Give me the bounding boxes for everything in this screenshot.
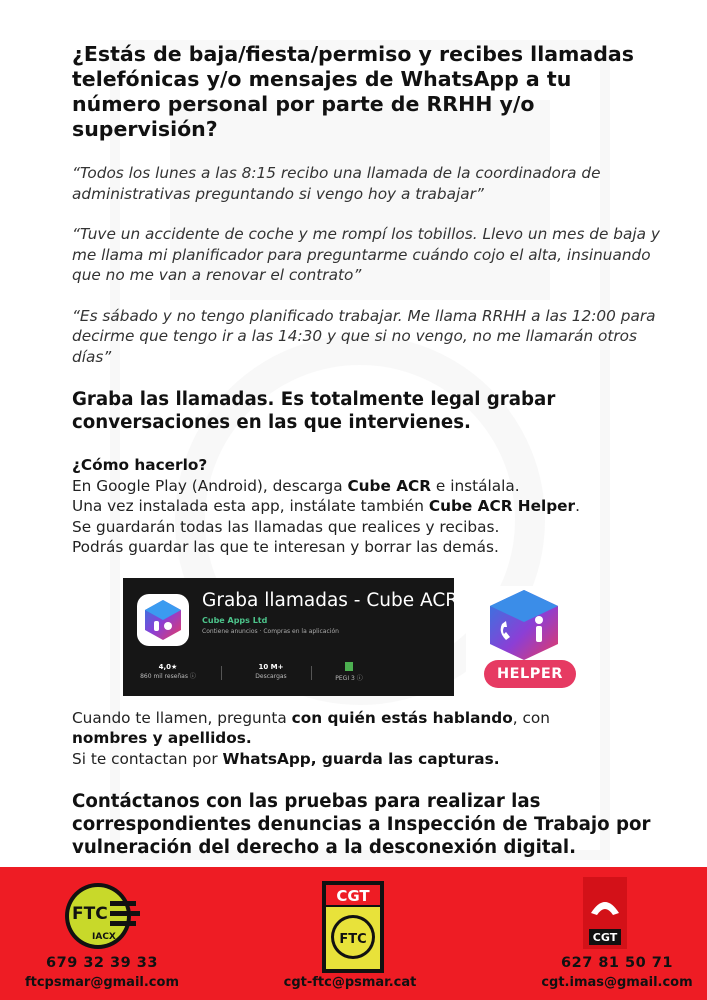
footer-contacts <box>0 867 707 1000</box>
cgt-logo <box>583 877 627 949</box>
app-name: Graba llamadas - Cube ACR <box>202 589 459 611</box>
howto-line-4: Podrás guardar las que te interesan y borrar las demás. <box>72 538 499 556</box>
pegi-stat: PEGI 3 ⓘ <box>319 662 379 684</box>
cube-acr-app-icon <box>137 594 189 646</box>
ftc-contact <box>2 867 202 1000</box>
main-content <box>72 42 662 859</box>
cube-acr-helper-name: Cube ACR Helper <box>428 497 576 515</box>
closing-message: Contáctanos con las pruebas para realizar las correspondientes denuncias a Inspección de Trabajo por vulneración del derecho a la desconexión digital. <box>72 791 651 858</box>
app-stats <box>123 662 454 686</box>
rating-stat: 4,0★ 860 mil reseñas ⓘ <box>140 662 196 680</box>
howto-line-1: En Google Play (Android), descarga Cube ACR e instálala. <box>72 476 520 495</box>
cube-acr-name: Cube ACR <box>347 476 432 495</box>
play-store-card <box>123 578 459 696</box>
cgt-imas-contact <box>532 867 702 1000</box>
stat-divider <box>221 666 222 680</box>
cgt-imas-phone: 627 81 50 71 <box>561 955 673 971</box>
svg-text:IACX: IACX <box>92 932 116 942</box>
cgt-imas-email[interactable]: cgt.imas@gmail.com <box>541 975 693 990</box>
svg-text:CGT: CGT <box>336 887 370 905</box>
ftc-email[interactable]: ftcpsmar@gmail.com <box>24 975 179 990</box>
app-meta: Contiene anuncios · Compras en la aplicación <box>202 627 339 635</box>
app-developer: Cube Apps Ltd <box>202 615 268 625</box>
howto-section <box>72 455 662 558</box>
page-title: ¿Estás de baja/fiesta/permiso y recibes llamadas telefónicas y/o mensajes de WhatsApp a tu número personal por parte de RRHH y/o supervisión? <box>72 42 634 141</box>
pegi-icon <box>319 662 379 674</box>
svg-text:FTC: FTC <box>339 932 367 947</box>
helper-app-image <box>466 586 582 696</box>
helper-cube-icon <box>484 588 564 662</box>
ftc-phone: 679 32 39 33 <box>46 955 158 971</box>
howto-line-3: Se guardarán todas las llamadas que realices y recibas. <box>72 517 500 536</box>
svg-text:FTC: FTC <box>72 904 108 924</box>
cgt-ftc-logo <box>322 881 384 973</box>
app-images-row <box>72 578 662 708</box>
helper-badge: HELPER <box>484 660 576 688</box>
testimonial-quote-1: “Todos los lunes a las 8:15 recibo una llamada de la coordinadora de administrativas preguntando si vengo hoy a trabajar” <box>72 164 601 203</box>
record-heading: Graba las llamadas. Es totalmente legal grabar conversaciones en las que intervienes. <box>72 389 556 433</box>
cgt-ftc-email[interactable]: cgt-ftc@psmar.cat <box>283 975 417 990</box>
howto-line-2: Una vez instalada esta app, instálate también Cube ACR Helper. <box>72 497 580 515</box>
svg-text:CGT: CGT <box>592 931 618 944</box>
testimonial-quote-2: “Tuve un accidente de coche y me rompí los tobillos. Llevo un mes de baja y me llama mi planificador para preguntarme cuándo cojo el alta, insinuando que no me van a renovar el contrato” <box>72 225 660 284</box>
stat-divider <box>311 666 312 680</box>
call-advice: Cuando te llamen, pregunta con quién estás hablando, con nombres y apellidos. Si te contactan por WhatsApp, guarda las capturas. <box>72 708 550 768</box>
ftc-logo <box>62 881 144 951</box>
downloads-stat: 10 M+ Descargas <box>255 662 287 680</box>
testimonial-quote-3: “Es sábado y no tengo planificado trabajar. Me llama RRHH a las 12:00 para decirme que tengo ir a las 14:30 y que si no vengo, no me llamarán otros días” <box>72 306 656 366</box>
howto-title: ¿Cómo hacerlo? <box>72 456 208 474</box>
